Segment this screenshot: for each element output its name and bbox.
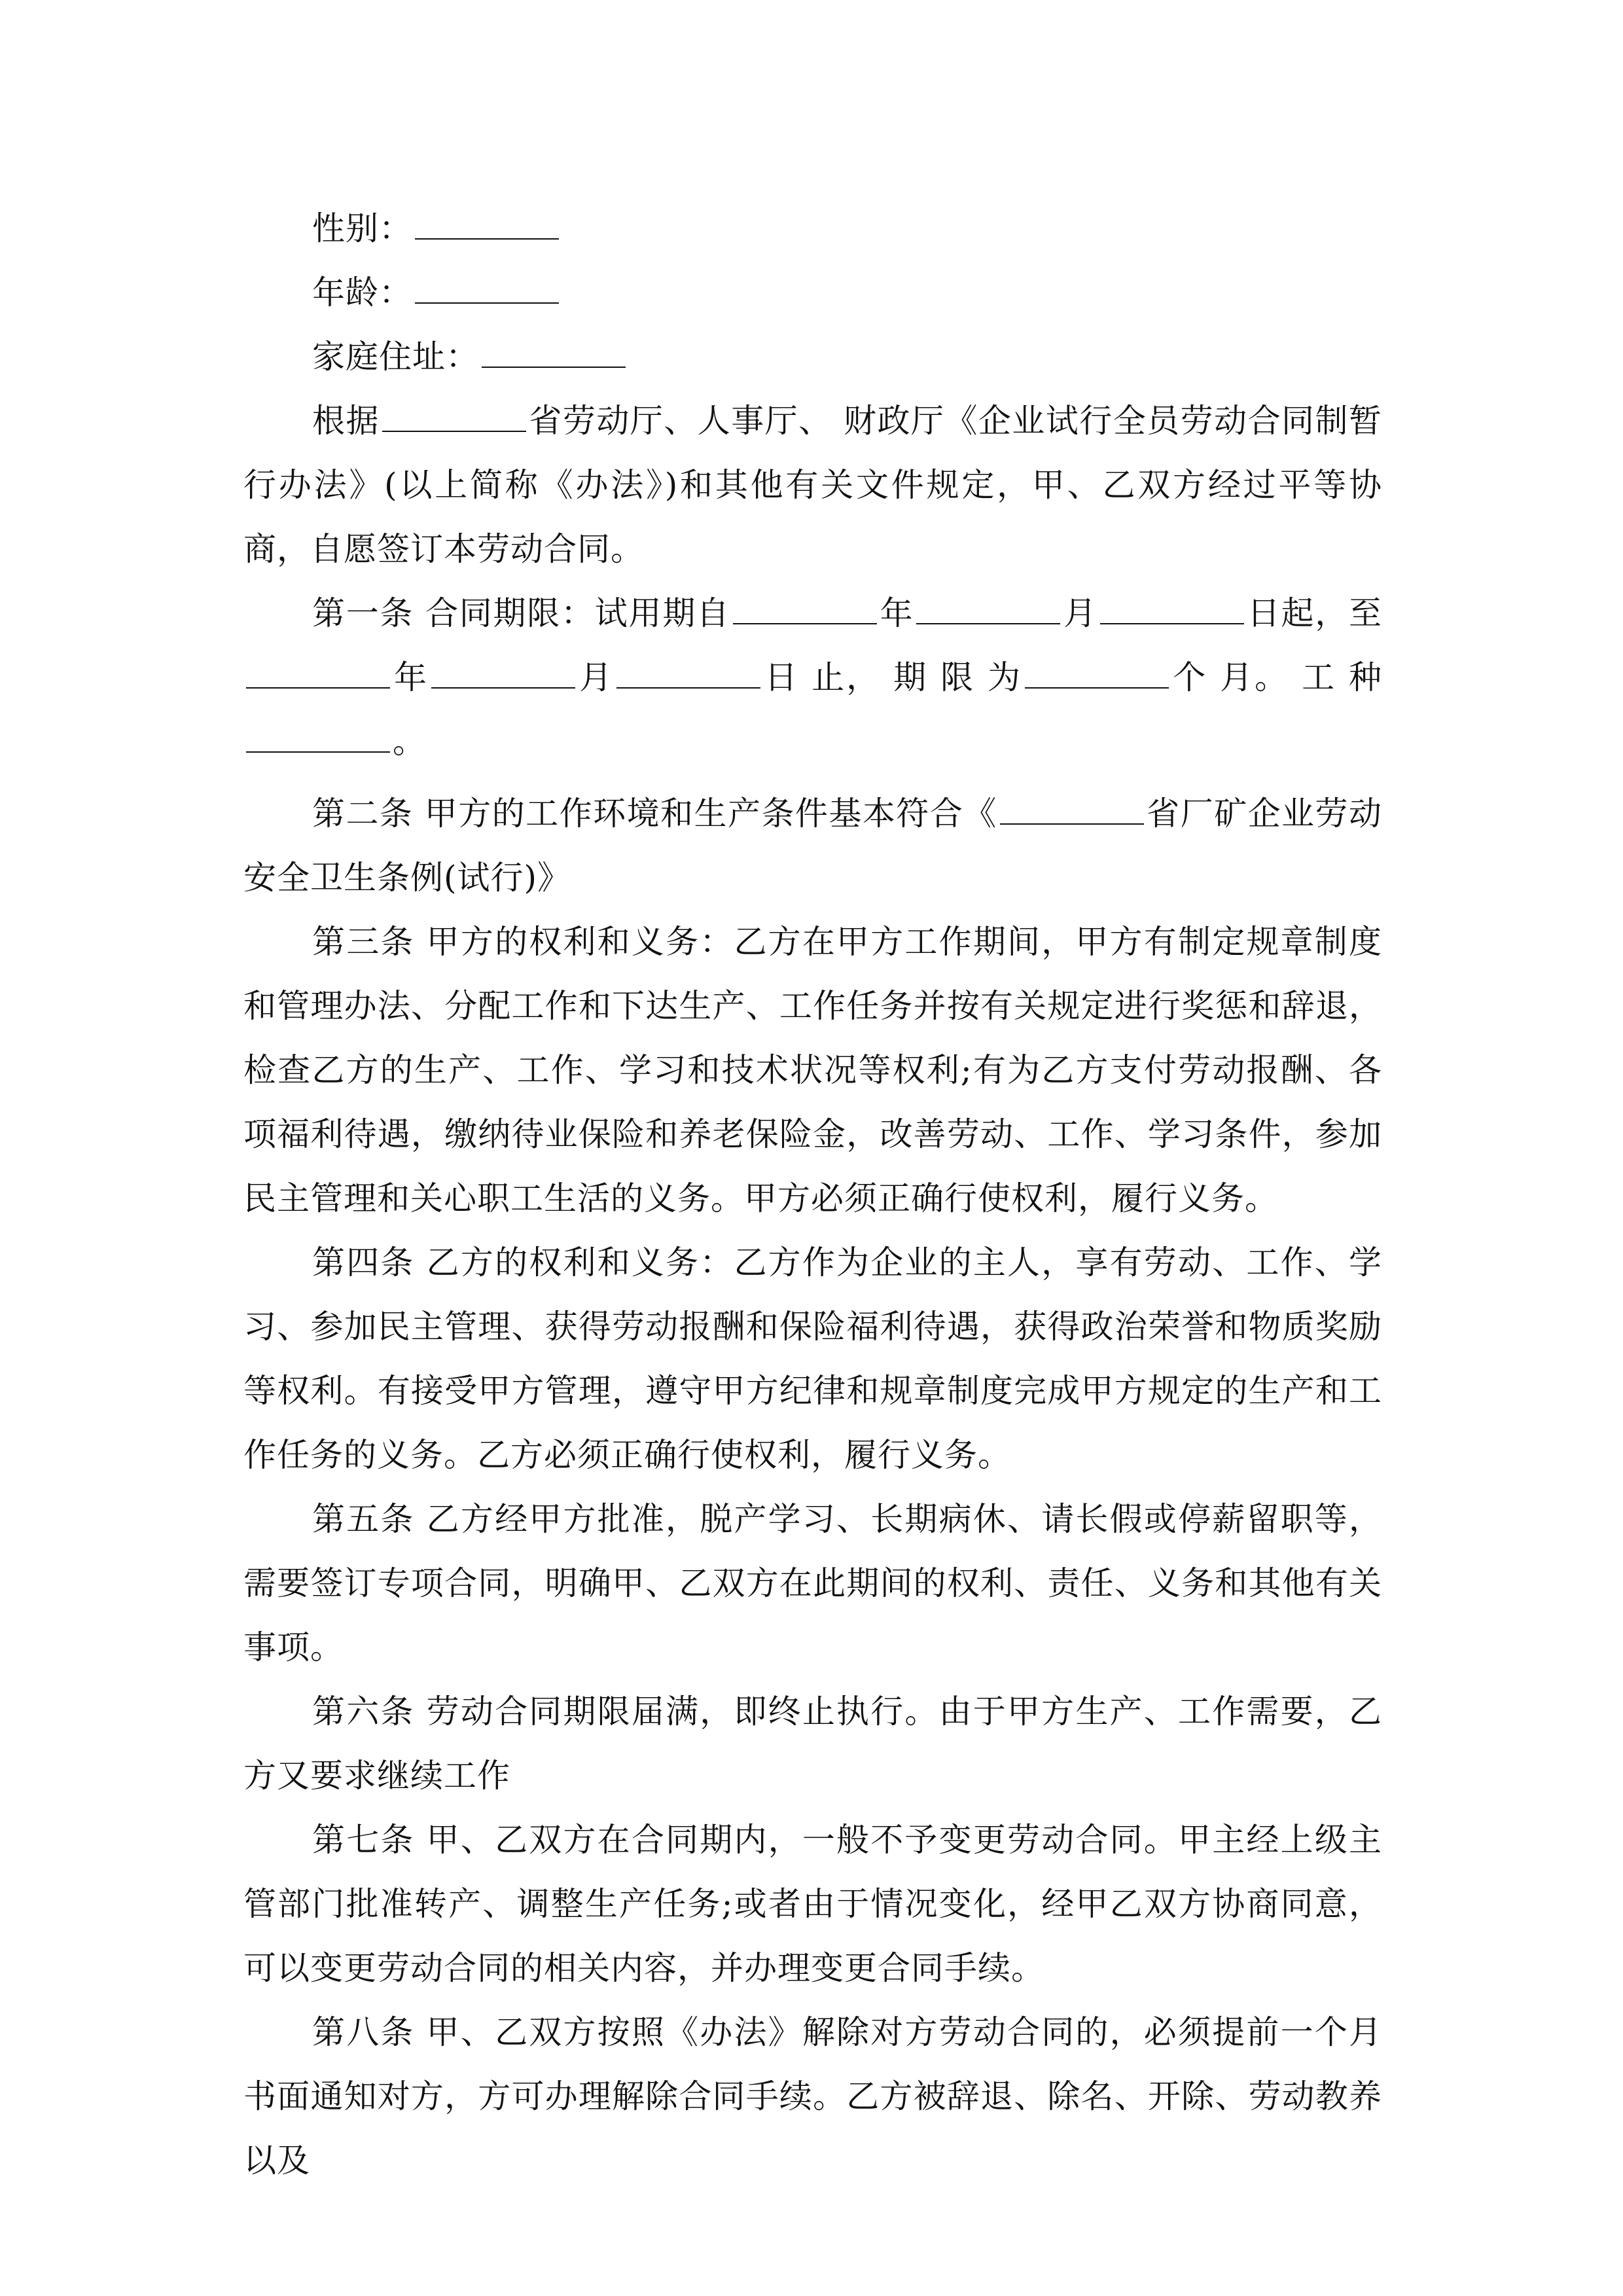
article-1-heading: 第一条 合同期限：试用期自 — [312, 594, 730, 632]
gender-label: 性别： — [312, 209, 412, 247]
duration-months-blank[interactable] — [1025, 661, 1169, 689]
article-1 — [243, 581, 1382, 774]
month-label: 月 — [1063, 594, 1097, 632]
article-7: 第七条 甲、乙双方在合同期内，一般不予变更劳动合同。甲主经上级主管部门批准转产、调整生产任务;或者由于情况变化，经甲乙双方协商同意，可以变更劳动合同的相关内容，并办理变更合同手续。 — [243, 1821, 1382, 1987]
gender-field — [243, 196, 1382, 260]
trial-end-year-blank[interactable] — [246, 661, 390, 689]
months-label: 个 月。 工 种 — [1171, 658, 1383, 696]
age-label: 年龄： — [312, 274, 412, 312]
regulation-province-blank[interactable] — [1000, 797, 1144, 825]
province-blank[interactable] — [382, 404, 526, 432]
intro-paragraph — [243, 389, 1382, 581]
gender-blank[interactable] — [415, 212, 559, 240]
article-6: 第六条 劳动合同期限届满，即终止执行。由于甲方生产、工作需要，乙方又要求继续工作 — [243, 1693, 1382, 1795]
article-2-text-rest: 省厂矿企业劳动安全卫生条例(试行)》 — [243, 795, 1382, 897]
article-2 — [243, 781, 1382, 910]
year-label: 年 — [879, 594, 914, 632]
job-type-blank[interactable] — [246, 725, 390, 753]
trial-start-month-blank[interactable] — [916, 597, 1060, 624]
address-blank[interactable] — [482, 340, 626, 368]
article-1-end: 。 — [393, 723, 426, 761]
trial-end-day-blank[interactable] — [616, 661, 760, 689]
address-label: 家庭住址： — [312, 338, 479, 376]
intro-text-rest: 省劳动厅、人事厅、 财政厅《企业试行全员劳动合同制暂行办法》(以上简称《办法》)和其他有关文件规定，甲、乙双方经过平等协商，自愿签订本劳动合同。 — [243, 402, 1382, 568]
trial-end-month-blank[interactable] — [431, 661, 575, 689]
day-from-label: 日起，至 — [1246, 594, 1383, 632]
article-5: 第五条 乙方经甲方批准，脱产学习、长期病休、请长假或停薪留职等，需要签订专项合同，明确甲、乙双方在此期间的权利、责任、义务和其他有关事项。 — [243, 1500, 1382, 1666]
address-field — [243, 325, 1382, 389]
month-label-2: 月 — [578, 658, 615, 696]
trial-start-day-blank[interactable] — [1100, 597, 1244, 624]
trial-start-year-blank[interactable] — [733, 597, 877, 624]
age-field — [243, 260, 1382, 325]
day-to-label: 日 止， 期 限 为 — [763, 658, 1023, 696]
age-blank[interactable] — [415, 276, 559, 304]
article-8: 第八条 甲、乙双方按照《办法》解除对方劳动合同的，必须提前一个月书面通知对方，方可办理解除合同手续。乙方被辞退、除名、开除、劳动教养以及 — [243, 2013, 1382, 2179]
document-body — [243, 196, 1382, 2193]
spacer — [243, 774, 1382, 781]
intro-text-start: 根据 — [312, 402, 380, 440]
year-label-2: 年 — [393, 658, 429, 696]
article-2-text-start: 第二条 甲方的工作环境和生产条件基本符合《 — [312, 795, 997, 833]
article-3: 第三条 甲方的权利和义务：乙方在甲方工作期间，甲方有制定规章制度和管理办法、分配工作和下达生产、工作任务并按有关规定进行奖惩和辞退，检查乙方的生产、工作、学习和技术状况等权利;有为乙方支付劳动报酬、各项福利待遇，缴纳待业保险和养老保险金，改善劳动、工作、学习条件，参加民主管理和关心职工生活的义务。甲方必须正确行使权利，履行义务。 — [243, 923, 1382, 1217]
article-4: 第四条 乙方的权利和义务：乙方作为企业的主人，享有劳动、工作、学习、参加民主管理、获得劳动报酬和保险福利待遇，获得政治荣誉和物质奖励等权利。有接受甲方管理，遵守甲方纪律和规章制度完成甲方规定的生产和工作任务的义务。乙方必须正确行使权利，履行义务。 — [243, 1244, 1382, 1474]
